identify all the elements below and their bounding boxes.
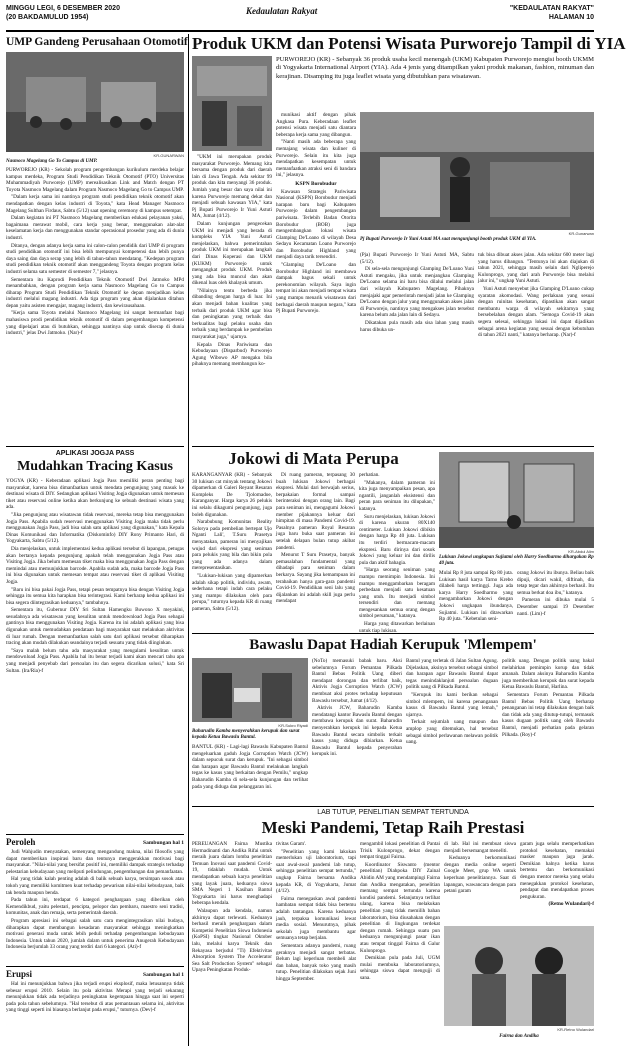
masthead-rule [6, 30, 594, 32]
main-photo-small [192, 56, 272, 151]
jokowi-credit: KR-Abdul Alim [568, 549, 594, 554]
jokowi-col2 [276, 472, 355, 630]
paragraph: Pameran ini dibuka mulai 5 Desember sampai 19 Desember nanti. (Lim)-f [517, 597, 594, 617]
paragraph: (Pja) Bupati Purworejo Ir Yuni Astuti MA, Sabtu (5/12). [360, 252, 474, 265]
bawaslu-credit: KR-Sukro Riyadi [278, 723, 308, 728]
ump-headline: UMP Gandeng Perusahaan Otomotif [6, 36, 188, 48]
paragraph: "Makanya, dalam pameran ini kita juga menyampaikan pesan, apa ngantili, janganlah eksistensi dan peran para seniman itu dilupakan," katanya. [359, 479, 435, 512]
meski-col2 [276, 841, 356, 1046]
main-col1 [192, 154, 272, 442]
paragraph: YOGYA (KR) - Keberadaan aplikasi Jogja Pass memiliki peran penting bagi masyarakat, karena bisa dimanfaatkan untuk mendata pengunjung yang masuk ke destinasi wisata di DIY. Sedangkan aplikasi Visiting Jogja digunakan untuk memesan tiket atau reservasi online ketika akan berkunjung ke sebuah destinasi wisata yang ada. [6, 478, 184, 511]
paragraph: Sementara itu Kaprodi Pendidikan Teknik Otomotif Dwi Jatmoko MPd menambahkan, dengan program kerja sama Nasmoco Magelang Go to Campus diharap Program Studi Pendidikan Teknik Otomotif ke depan menjadikan kelas industri melalui magang industri. Ada tiga program yang akan dijalankan ditahun depan yaitu asisten mengajar, magang industri, dan kewirausahaan. [6, 276, 184, 309]
paragraph: Harga yang ditawarkan berlainan untuk tiap lukisan. [359, 621, 435, 634]
jokowi-col5 [517, 570, 594, 630]
paragraph: Fairna menegaskan awal pandemi hambatan sempat tidak bisa bertemu adalah tantangan. Karena keduanya jauh, terpaksa komunikasi lewat media sosial. Menurutnya, pihak sekolah juga membantu agar semuanya tetap berjalan. [276, 895, 356, 942]
paragraph: Narabubung Komunitas Reality Solorya pada pembelian bertepat Ujo Nganti Lali', T.Suru Prasetya menyatakan, pameran ini menyajikan wujud dari ekspresi yang seniman para pelukis yang bila dan bikin pola yang ada adanya dalam merepresentasikan. [192, 519, 272, 572]
meski-photo-caption: Fairna dan Andika [499, 1034, 539, 1039]
paragraph: Dikatakan pula masih ada sisa lahan yang masih harus dibuka un- [360, 319, 474, 333]
paragraph: Terkait sejumlah uang maupun dan amplop yang ditemukan, hal tersebut sebagai simbol perlawanan melawan politik uang. [406, 719, 498, 746]
newspaper-logo: Kedaulatan Rakyat [246, 6, 318, 16]
peroleh-body [6, 849, 184, 965]
ump-body [6, 167, 184, 445]
paragraph: Hal yang tidak kalah penting adalah di balik sebuah karya, tersimpan sosok atau tokoh yang memiliki komitmen kuat terhadap pewarisan nilai-nilai kebudayaan, baik tak benda maupun benda. [6, 876, 184, 896]
main-credit: KR-Gunarwan [568, 231, 594, 236]
bawaslu-caption: Baharudin Kamba menyerahkan kerupuk dan surat kepada Ketua Bawaslu Bantul. [192, 729, 300, 740]
paper-name: "KEDAULATAN RAKYAT" [509, 5, 594, 12]
jogjapass-body [6, 478, 184, 832]
meski-headline: Meski Pandemi, Tetap Raih Prestasi [261, 818, 525, 837]
paragraph: Menurut T Suru Prasetya, banyak pemasalahan fundamental yang dihadapi para seniman dalam berkarya. Sayang jika kemampuan ini terabaikan hanya gara-gara pandemi Covid-19. Pendidikan seni lalu yang dijalankan ini adalah skill juga perlu mendapat [276, 552, 355, 605]
paragraph: "Nanti masih ada beberapa yang memajang wisata dan kuliner di Purworejo. Selain itu kita juga mendapatkan kesempatan untuk memanfaatkan atraksi seni di bandara ini," jelasnya. [276, 139, 356, 179]
erupsi-continued: Sambungan hal 1 [143, 972, 184, 978]
bawaslu-col4 [502, 658, 594, 804]
paragraph: tuk bisa dibuat akses jalan. Ada sekitar 600 meter lagi yang harus dibangun. "Tentunya ini akan diajukan di tahun 2021, sehingga masih selain dari Ngliperejo Kulonprogo, yang dari arah Purworejo bisa melalui jalur ini," ungkap Yuni Astuti. [478, 252, 594, 285]
paragraph: Dia menjelaskan, untuk implementasi kedua aplikasi tersebut di lapangan, petugas akan bertanya kepada pengunjung apakah telah menggunakan Jogja Pass atau Visiting Jogja. Jika belum memesan tiket maka bisa menggunakan Jogja Pass dengan memindai atau memunjukkan barcode. Apabila sudah ada, maka barcode Jogja Pass ini bisa digunakan untuk memesan tempat atau reservasi tiket di aplikasi Visiting Jogja. [6, 545, 184, 585]
campus-event-photo [6, 52, 184, 152]
byline: (Retno Wulandari)-f [548, 901, 594, 908]
peroleh-header [6, 837, 184, 847]
jokowi-col4 [439, 570, 513, 630]
paragraph: "Dalam kerja sama ini nantinya program studi pendidikan teknik otomotif akan mendapatkan dengan kelas industri di Toyota," kata Head Manager Nasmoco Magelang Sulthan Firdaus, Sabtu (5/12) saat opening ceremony di kampus setempat. [6, 194, 184, 214]
jokowi-headline: Jokowi di Mata Perupa [228, 449, 399, 468]
paragraph: di lab. Hal ini membuat siswa menjadi bersemangat meneliti. [444, 841, 516, 854]
ump-caption: Nasmoco Magelang Go To Campus di UMP. [6, 159, 98, 164]
students-photo [444, 926, 594, 1026]
ump-credit: KR-GUNARWAN [153, 153, 184, 158]
paragraph: Mulai Rp 8 juta sampai Rp 80 juta. Lukisan hasil karya Tarno Krebo dilabeli harga tertinggi. Juga ada karya Harry Soedharmo yang mengambarkan Jokowi dengan Jokowi ungkapan ibundanya, Sujiatmi. Lukisan ini ditawarkan Rp 40 juta. "Kebetulan seni- [439, 570, 513, 623]
meski-kicker: LAB TUTUP, PENELITIAN SEMPAT TERTUNDA [317, 809, 469, 816]
peroleh-title: Peroleh [6, 837, 36, 847]
paragraph: munikasi aktif dengan pihak Angkasa Pura. Keberadaan leaflet potensi wisata menjadi satu diantara beberapa kerja sama yang dibangun. [276, 112, 356, 138]
paragraph: Dalam kunjungan pengecekan UKM ini menjadi yang berada di kompleks YIA Yuni Astuti menjelaskan, bahwa pemerintahan produk UKM ini merupakan langkah dari Dinas Koperasi dan UKM (KUKM) Purworejo untuk mengangkat produk UKM. Produk yang ada bisa muncul dan akan dikenal luas oleh khalayak umum. [192, 220, 272, 287]
paragraph: Kawasan Strategis Pariwisata Nasional (KSPN) Borobudur menjadi harapan baru bagi Kabupaten Purworejo dalam pengembangan pariwisata. Terlebih Badan Otorita Borobudur (BOB) juga mengembangkan lokasi wisata Glamping De'Loano di wilayah Desa Sedayu Kecamatan Loano Purworejo dan Borobudur Highland yang menjadi daya tarik tersendiri. [276, 188, 356, 261]
page-number: HALAMAN 10 [548, 14, 594, 21]
main-headline: Produk UKM dan Potensi Wisata Purworejo Tampil di YIA [192, 34, 626, 53]
main-col3 [360, 252, 474, 442]
bawaslu-col3 [406, 658, 498, 804]
ump-photo [6, 52, 184, 152]
main-col2 [276, 112, 356, 442]
bupati-visit-photo [360, 112, 594, 230]
meski-col5 [520, 841, 594, 923]
paragraph: Di ruang pameran, terpasang 30 buah lukisan Jokowi berbagai ekspresi. Mulai dari berwajah serius, berpakaian formal sampai berinteraksi dengan orang lain. Bagi para seniman ini, mengagumi Jokowi member pijakannya keluar dari himpitan di masa Pandemi Covid-19. Pasalnya pameran Royal Resaran juga baru buka saat pameran ini setelah delapan bulan tutup akibat pandemi. [276, 472, 355, 551]
bawaslu-photo [192, 658, 308, 722]
jokowi-col1 [192, 472, 272, 630]
paragraph: "Lukisan-lukisan yang dipamerkan adalah sikap politik, individu, awam, sederhana tetapi indah cara pelaku yang mampu dilakukan oleh para perupa," tuturnya kepada KR di ruang pameran, Sabtu (5/12). [192, 572, 272, 612]
jokowi-photo [439, 452, 594, 548]
meski-col3 [360, 841, 440, 1046]
meski-photo [444, 926, 594, 1026]
erupsi-header [6, 969, 184, 979]
paragraph: Hal ini menunjukkan bahwa jika terjadi erupsi eksplosif, maka letusannya tidak sebesar erupsi 2010. Selain itu pola aktivitas Merapi yang terjadi sekarang menunjukkan tidak ada terjadinya peningkatan kegempaan hingga saat ini seperti pada pola tahun sebelumnya. "Hal tersebut di atas pemantauan selama ini, aktivitas yang tinggi seperti ini biasanya berlanjut pada erupsi," tuturnya. (Dev)-f [6, 981, 184, 1014]
paragraph: Aktivis JCW, Baharudin Kamba mendatangi kantor Bawaslu Bantul dengan membawa kerupuk dan surat. Baharudin menyerahkan kerupuk ini kepada Ketua Bawaslu Bantul secara simbolis terkait kasus yang diduga dibiarkan. Ketua Bawaslu Bantul kepada penyerahan kerupuk ini. [312, 705, 402, 758]
paragraph: Program apresiasi ini sebagai salah satu cara mengintegrasikan nilai budaya, diharapkan dapat membangun kesadaran masyarakat sehingga meningkatkan motivasi generasi muda untuk lebih peduli terhadap pengembangan kebudayaan Indonesia. Untuk tahun 2020, jumlah dalam untuk penerima Anugerah Kebudayaan Indonesia berjumlah 33 orang yang terdiri dari 6 kategori. (Ati)-f [6, 917, 184, 951]
paragraph: tivitas Garam'. [276, 841, 307, 847]
subheading: KSPN Borobudur [295, 180, 337, 187]
jokowi-col3 [359, 472, 435, 634]
lead-paragraph: PURWOREJO (KR) - Sebanyak 36 produk usaha kecil menengah (UKM) Kabupaten Purworejo mengisi booth UKMM di Yogyakarta International Airport (YIA). Ada 4 jenis yang ditampilkan yakni produk makanan, fashion, minuman dan kerajinan. Disamping itu juga leaflet wisata yang dibutuhkan para wisatawan. [276, 56, 594, 80]
jogjapass-kicker: APLIKASI JOGJA PASS [55, 450, 135, 457]
main-photo-caption: Pj Bupati Purworejo Ir Yuni Astuti MA saat mengunjungi booth produk UKM di YIA. [360, 237, 537, 242]
paragraph: Walaupun ada kendala, namun akhirnya dapat terlewati. Keduanya berhasil meraih penghargaan dalam Kompetisi Penelitian Siswa Indonesia (KoPSI) tingkat Nasional Oktober lalu, melalui karya Teknik dan Rekayasa berjudul "Ti) Efektivitas Absorption System The Accelerator Sea Salt Production System" sebagai Upaya Peningkatan Produk- [192, 907, 272, 974]
paragraph: "Harga seorang seniman yang mampu memimpin Indonesia. Ini mampu menggambarkan beragam perbedaan menjadi satu kesatuan yang utuh. Itu menjadi simbol tersendiri dan memang mengesankan semua orang dengan simbol persatuan," katanya. [359, 567, 435, 620]
paragraph: Sementara Forum Pemantau Pilkada Bantul Bebas Politik Uang berharap penanganan ini tetap dilakukan dengan baik dan tidak ada yang ditutup-tutupi, termasuk kasus dugaan politik uang oleh Bawaslu Bantul, menjadi perhatian pada gelaran Pilkada. (Roy)-f [502, 691, 594, 738]
paragraph: (NoTo) memasuki babak baru. Aksi sebelumnya Forum Pemantau Pilkada Bantul Bebas Politik Uang diberi mendapat dorongan dan terlibat baik, Aktivis Jogja Corruption Watch (JCW) membuat aksi protes terhadap keputusan Bawaslu tersebut, Jumat (4/12). [312, 658, 402, 704]
paragraph: mengambil lokasi penelitian di Pantai Trisik Kulonprogo, dekat dengan tempat tinggal Fairna. [360, 841, 440, 861]
erupsi-title: Erupsi [6, 969, 33, 979]
erupsi-body [6, 981, 184, 1045]
bawaslu-col1 [192, 744, 308, 804]
issue-date: MINGGU LEGI, 6 DESEMBER 2020 [6, 5, 120, 12]
paragraph: orang Jokowi itu ibunya. Beliau baik dipuji, dicari wakil, diftinah, dia tetap tegar dan akhirnya berhasil. Itu semua berkat doa ibu," katanya. [517, 570, 594, 596]
painting-exhibition-photo [439, 452, 594, 548]
main-lead [276, 56, 594, 106]
paragraph: Kepala Dinas Pariwisata dan Kebudayaan (Disparbud) Purworejo Agung Wibowo AP mengaku bila pihaknya memang membangun ko- [192, 341, 272, 368]
paragraph: "UKM ini merupakan produk masyarakat Purworejo. Memang kita bersama dengan produk dari daerah lain di Jawa Tengah. Ada sekitar 99 produk dan kita menyangi 36 produk. Jumlah yang besar dan saya nilai ini karena Purworejo memang dekat dan menjadi sebuah kawasan YIA," kata Pj Bupati Purworejo Ir Yuni Astuti MA, Jumat (4/12). [192, 154, 272, 220]
paragraph: Koordinator Siswanto (mentor penelitian) Diahpoka DIY Zainal Abidin AM yang mendampingi Fairna dan Andika mengatakan, penelitian memang sempat tertunda karena kondisi pandemi. Selanjutnya terlihat ulang, karena bisa melakukan penelitian yang tidak memilih bahan laboratorium, bisa diusahakan dengan penelitian di lingkungan terdekat dengan rumah. Sehingga suatu pun keduanya mengunjungi pasar ikan atau tempat tinggal Fairna di Galur Kulonprogo. [360, 861, 440, 954]
masthead [6, 4, 594, 30]
paragraph: politik uang. Dengan politik uang bakal melahirkan pemimpin korup dan tidak amanah. Dalam aksinya Baharudin Kamba juga memberikan kerupuk dan surat kepada Ketua Bawaslu Bantul, Harlina. [502, 658, 594, 691]
paragraph: "Glamping De'Loano dan Borobudur Highland ini membawa dampak bagus sekali untuk perekonomian wilayah. Saya ingin tempat ini akan menjadi tempat wisata yang mampu menarik wisatawan dari berbagai daerah maupun negara," kata Pj Bupati Purworejo. [276, 262, 356, 315]
paragraph: PURWOREJO (KR) - Sekolah program pengembangan kurikulum merdeka belajar kampus merdeka, Program Studi Pendidikan Teknik Otomotif (PTO) Universitas Muhammadiyah Purworejo (UMP) merealisasikan Link and Match dengan PT Toyota Nasmoco Magelang dalam Program Nasmoco Magelang Go to Campus UMP. [6, 167, 184, 193]
kerupuk-handover-photo [192, 658, 308, 722]
jokowi-caption: Lukisan Jokowi ungkapan Sujiatmi oleh Harry Soedharmo dihargakan Rp 40 juta. [439, 555, 594, 566]
meski-col4 [444, 841, 516, 923]
paragraph: "Nilainya tentu berbeda jika dibanding dengan harga di luar. Ini akan menjadi bahan kualitas yang terbaik dari produk UKM agar bisa dan peningkatan yang terbaik dan berkualitas bagi pelaku usaha dan terbaik yang berdampak ke pembelian masyarakat juga," ujarnya. [192, 287, 272, 341]
paragraph: "Kerja sama Toyota melalui Nasmoco Magelang ini sangat bermanfaat bagi mahasiswa prodi pendidikan teknik otomotif di dalam pengembangan kompetensi yang dipelajari atau di butuhkan, sehingga nantinya siap untuk diserap di dunia industri," jelas Dwi Jatmoko. (Nar)-f [6, 310, 184, 337]
paragraph: Sementara adanya pandemi, ruang geraknya menjadi sangat terbatas. Belum lagi keperluan membeli alat dan bahan, banyak toko yang masih tutup. Penelitian dilakukan sejak Juni hingga September. [276, 942, 356, 982]
paragraph: Ditanya, dengan adanya kerja sama ini calon-calon pendidik dari UMP di program studi pendidikan otomotif ini bisa lebih mempunyai kompetensi dan lebih punya daya saing dan daya serap yang lebih di tahun-tahun mendatang. "Kedepan program studi pendidikan teknik otomotif akan menggandeng Toyota dengan program kelas industri selama satu semester di semester 7," jelasnya. [6, 242, 184, 275]
paragraph: Demikian pula pada Juli, UGM mulai membuka laboratoriumnya, sehingga siswa dapat mengujji di sana. [360, 955, 440, 981]
paragraph: perhatian. [359, 472, 380, 478]
paragraph: Yuni Astuti menyebut jika Glamping D'Loano cukup syaratan akomodasi. Wang perlakuan yang sesuai dengan ruinitas kesehatan, dipastikan akan sangat membantu warga di wilayah sekitarnya yang bersebelahan dengan alam. "Semoga Covid-19 akan segera selesai, sehingga lokasi ini dapat dijadikan sebagai arena kegiatan yang sesuai dengan kebutuhan di tahun 2021 nanti," katanya berharap. (Nar)-f [478, 285, 594, 339]
paragraph: "Baru ini bisa pakai Jogja Pass, tetapi pesan tempatnya bisa dengan Visiting Jogja sehingga itu semua kita harapkan bisa terintegrasi. Kami berharap kedua aplikasi ini bisa segera diintegrasikan keduanya," tambahnya. [6, 586, 184, 606]
paragraph: Pada tahun ini, terdapat 6 kategori penghargaan yang diberikan oleh Kemendikbud, yaitu pelestari, pencipta, pelopor dan pembaru, maestro seni tradisi, komunitas, anak dan remaja, serta pemerintah daerah. [6, 897, 184, 917]
bawaslu-headline: Bawaslu Dapat Hadiah Kerupuk 'Mlempem' [249, 637, 537, 653]
bawaslu-col2 [312, 658, 402, 804]
paragraph: BANTUL (KR) - Lagi-lagi Bawaslu Kabupaten Bantul mengeluarkan gaduh Jogja Corruption Watch (JCW) dalam sepucuk surat dan kerupuk. "Ini sebagai simbol dan harapan agar Bawaslu Bantul melakukan langkah tegas ke kasus yang berkaitan dengan Pemilu," ungkap Baharudin Kamba di sela-sela kunjungan dan terlihat pada yang diduga dan pelanggaran ini. [192, 744, 308, 790]
paragraph: "Kerupuk itu kami berikan sebagai simbol mlempem, ini karena penanganan kasus di Bawaslu Bantul yang lemah," ujarnya. [406, 691, 498, 718]
paragraph: KARANGANYAR (KR) - Sebanyak 30 lukisan cat minyak tentang Jokowi dipamerkan di Galeri Reyant Resaran Kompleks De Tjolomadoe, Karanganyar. Harga karya 26 pelukis ini selalu dikagumi pengunjung, juga boleh digunakan. [192, 472, 272, 518]
paragraph: "Penelitian yang kami lakukan memerlukan uji laboratorium, tapi saat awal-awal pandemi lab tutup, sehingga penelitian sempat tertunda," ungkap Fairna bersama Andika kepada KR, di Yogyakarta, Jumat (4/12). [276, 848, 356, 895]
meski-credit: KR-Retno Wulandari [557, 1027, 594, 1032]
paragraph: Judi Wahjudin menyatakan, semenyang mengandung makna, nilai filosofis yang dapat memberikan inspirasi baru dan tentunya menggerakkan motivasi bagi masyarakat. "Nilai-nilai yang bersifat positif ini, memiliki dampak strategis terhadap pelestarian kebudayaan yang meliputi pelindungan, pengembangan dan pemanfaatan. [6, 849, 184, 875]
airport-booth-photo [192, 56, 272, 151]
jogjapass-headline: Mudahkan Tracing Kasus [17, 459, 173, 474]
paragraph: Suru menjelaskan, lukisan Jokowi di karena ukuran 80X140 centimeter. Lukisan Jokowi dibikin dengan harga Rp 40 juta. Lukisan itu terdiri bermacam-macam ekspresi. Baru dirinya dari sosok Jokowi yang keluar ini dan dirilis pula dan aktif bahagia. [359, 513, 435, 566]
paragraph: Bantul yang terletak di Jalan Sultan Agung. Dijelaskan, aksinya tersebut sebagai simbol dan harapan agar Bawaslu Bantul dapat tegas menindaklanjuti persoalan dugaan politik uang di Pilkada Bantul. [406, 658, 498, 691]
paragraph: Sementara itu, Gubernur DIY Sri Sultan Hamengku Buwono X meyakini, sesudahnya ada wisatawan yang kesulitan untuk mendownload Jogja Pass sebagai gantinya bisa menggunakan Visiting Jogja. Karena itu ini adalah aplikasi yang bisa digunakan untuk memudahkan pendataan bagi masyarakat saat melakukan aktivitas di luar rumah. Dengan memanfaatkan salah satu dari aplikasi tersebut diharapkan tracing akan mudah dilakukan seandainya terjadi sesuatu yang tidak diinginkan. [6, 607, 184, 647]
peroleh-continued: Sambungan hal 1 [143, 840, 184, 846]
paragraph: Keduanya berkomunikasi dengan media online seperti Google Meet, grup WA untuk keperluan penelitiannya. Saat di lapangan, wawancara dengan para petani garam [444, 855, 516, 895]
meski-col1 [192, 841, 272, 1046]
paragraph: Dalam kegiatan ini PT Nasmoco Magelang memberikan edukasi pelayanan yaksi, bagaimana merawat mobil, cara kerja yang benar, menggunakan alat-alat keselamatan kerja dan menggunakan standar operasional prosedur yang ada di dunia industri. [6, 215, 184, 241]
paragraph: "Saya malah belum tahu ada masyarakat yang mengalami kesulitan untuk mendownload Jogja Pass. Apabila hal itu benar terjadi kami akan mencari tahu apa yang menjadi penyebab dari persoalan itu dan segera dicarikan solusi," kata Sri Sultan. (Ira/Ria)-f [6, 647, 184, 674]
main-photo [360, 112, 594, 230]
paragraph: Di sela-sela mengunjungi Glamping De'Loano Yuni Astuti mengaku, jika untuk menjangkau Glamping De'Loano selama ini baru bisa dilalui melalui jalan dari wilayah Kabupaten Magelang. Pihaknya menjajaki agar pemerintah menjadi jalan ke Glamping De'Loano dengan jalur yang menggunakan akses jalan di Purworejo, nantinya yang mengakses jalan tersebut karena belum ada jalan lain di Sedayu. [360, 266, 474, 319]
main-col4 [478, 252, 594, 442]
paragraph: garam juga selalu memperhatikan protokol kesehatan, memakai masker maupun jaga jarak. Demikian halnya ketika harus bertemu dan berkomunikasi dengan mentor mereka yang selalu menegakkan protokol kesehatan, pendapat dan mendapatkan proses pengukuran. [520, 841, 594, 900]
paragraph: "Jika pengunjung atau wisatawan tidak reservasi, mereka tetap bisa menggunakan Jogja Pass. Apabila sudah reservasi menggunakan Visiting Jogja maka tidak perlu menggunakan Jogja Pass, jadi bisa salah satu aplikasi yang digunakan," kata Kepala Dinas Komunikasi dan Informatika (Diskominfo) DIY Rony Primanto Hari, di Yogyakarta, Sabtu (5/12). [6, 511, 184, 545]
javanese-date: (20 BAKDAMULUD 1954) [6, 14, 89, 21]
paragraph: PEREUANGAN Fairna Mustika Hermadinanti dan Andika Rifai untuk meraih juara dalam lomba penelitian Temuan Inovasi saat pandemi Covid-19, tidaklah mudah. Untuk mendapatkan sebuah karya penelitian yang layak juara, keduanya siswa SMA Negeri 1 Kasihan Bantul Yogyakarta ini harus menghadapi beberapa kendala. [192, 841, 272, 907]
